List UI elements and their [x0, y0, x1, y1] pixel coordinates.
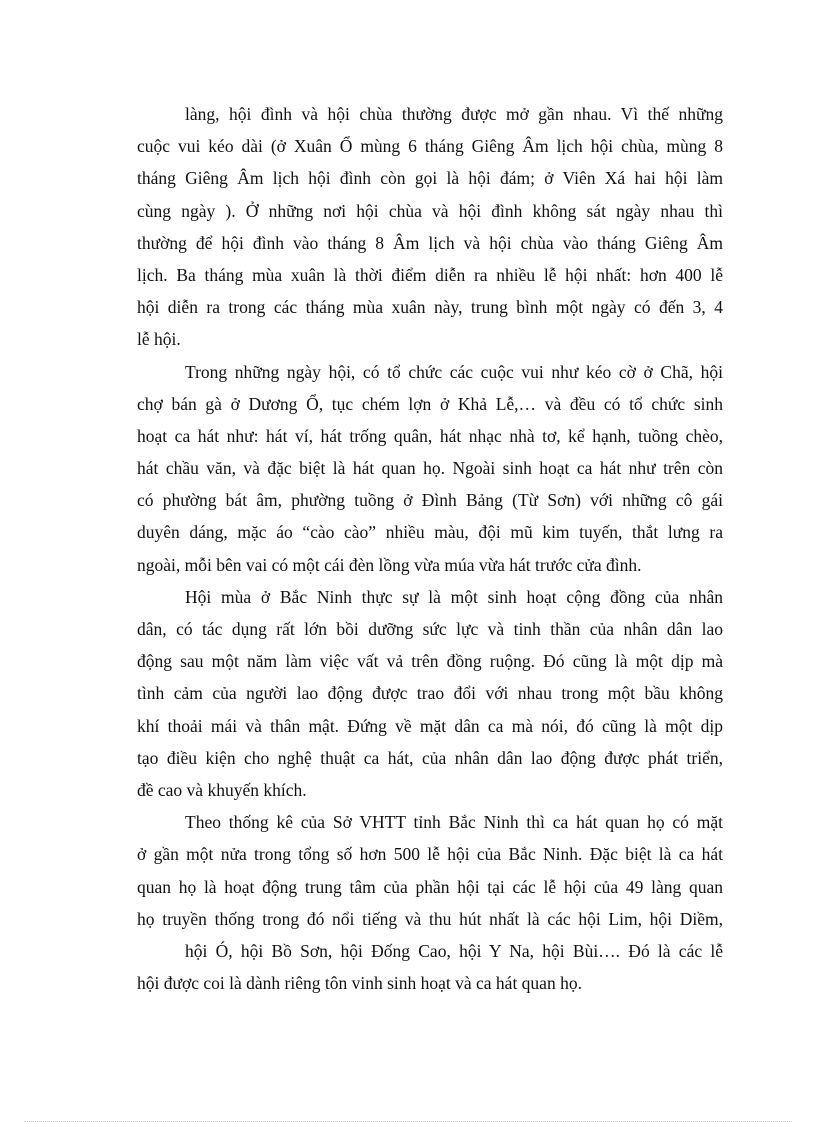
- page-bottom-divider: [24, 1121, 792, 1122]
- text-line: Trong những ngày hội, có tổ chức các cuộc vui như kéo cờ ở Chã, hội: [185, 361, 723, 382]
- text-line: duyên dáng, mặc áo “cào cào” nhiều màu, đội mũ kim tuyến, thắt lưng ra: [137, 522, 723, 543]
- text-line: hát chầu văn, và đặc biệt là hát quan họ. Ngoài sinh hoạt ca hát như trên còn: [137, 458, 723, 479]
- text-line: hội diễn ra trong các tháng mùa xuân này, trung bình một ngày có đến 3, 4: [137, 297, 723, 318]
- text-line: quan họ là hoạt động trung tâm của phần hội tại các lễ hội của 49 làng quan: [137, 876, 723, 897]
- text-line: Theo thống kê của Sở VHTT tỉnh Bắc Ninh thì ca hát quan họ có mặt: [185, 812, 723, 833]
- text-line: chợ bán gà ở Dương Ổ, tục chém lợn ở Khả Lễ,… và đều có tổ chức sinh: [137, 393, 723, 414]
- text-line: đề cao và khuyến khích.: [137, 779, 307, 800]
- text-line: Hội mùa ở Bắc Ninh thực sự là một sinh hoạt cộng đồng của nhân: [185, 586, 723, 607]
- text-line: lễ hội.: [137, 329, 181, 350]
- text-line: có phường bát âm, phường tuồng ở Đình Bảng (Từ Sơn) với những cô gái: [137, 490, 723, 511]
- text-line: tạo điều kiện cho nghệ thuật ca hát, của nhân dân lao động được phát triển,: [137, 747, 723, 768]
- text-line: tình cảm của người lao động được trao đổi với nhau trong một bầu không: [137, 683, 723, 704]
- text-line: cuộc vui kéo dài (ở Xuân Ổ mùng 6 tháng Giêng Âm lịch hội chùa, mùng 8: [137, 136, 723, 157]
- text-line: lịch. Ba tháng mùa xuân là thời điểm diễn ra nhiều lễ hội nhất: hơn 400 lễ: [137, 264, 723, 285]
- text-line: khí thoải mái và thân mật. Đứng về mặt dân ca mà nói, đó cũng là một dịp: [137, 715, 723, 736]
- text-line: cùng ngày ). Ở những nơi hội chùa và hội đình không sát ngày nhau thì: [137, 200, 723, 221]
- text-line: dân, có tác dụng rất lớn bồi dưỡng sức lực và tinh thần của nhân dân lao: [137, 619, 723, 639]
- text-line: ở gần một nửa trong tổng số hơn 500 lễ hội của Bắc Ninh. Đặc biệt là ca hát: [137, 844, 723, 865]
- text-line: hội được coi là dành riêng tôn vinh sinh hoạt và ca hát quan họ.: [137, 973, 582, 994]
- text-line: tháng Giêng Âm lịch hội đình còn gọi là hội đám; ở Viên Xá hai hội làm: [137, 168, 723, 189]
- text-line: họ truyền thống trong đó nổi tiếng và thu hút nhất là các hội Lim, hội Diềm,: [137, 908, 723, 929]
- text-line: động sau một năm làm việc vất vả trên đồng ruộng. Đó cũng là một dịp mà: [137, 651, 723, 672]
- text-line: thường để hội đình vào tháng 8 Âm lịch và hội chùa vào tháng Giêng Âm: [137, 232, 723, 253]
- text-line: hội Ó, hội Bồ Sơn, hội Đống Cao, hội Y Na, hội Bùi…. Đó là các lễ: [185, 940, 723, 961]
- text-line: làng, hội đình và hội chùa thường được mở gần nhau. Vì thế những: [185, 104, 723, 124]
- text-line: ngoài, mỗi bên vai có một cái đèn lồng vừa múa vừa hát trước cửa đình.: [137, 554, 642, 575]
- text-line: hoạt ca hát như: hát ví, hát trống quân, hát nhạc nhà tơ, kể hạnh, tuồng chèo,: [137, 425, 723, 446]
- body-text: [137, 98, 723, 999]
